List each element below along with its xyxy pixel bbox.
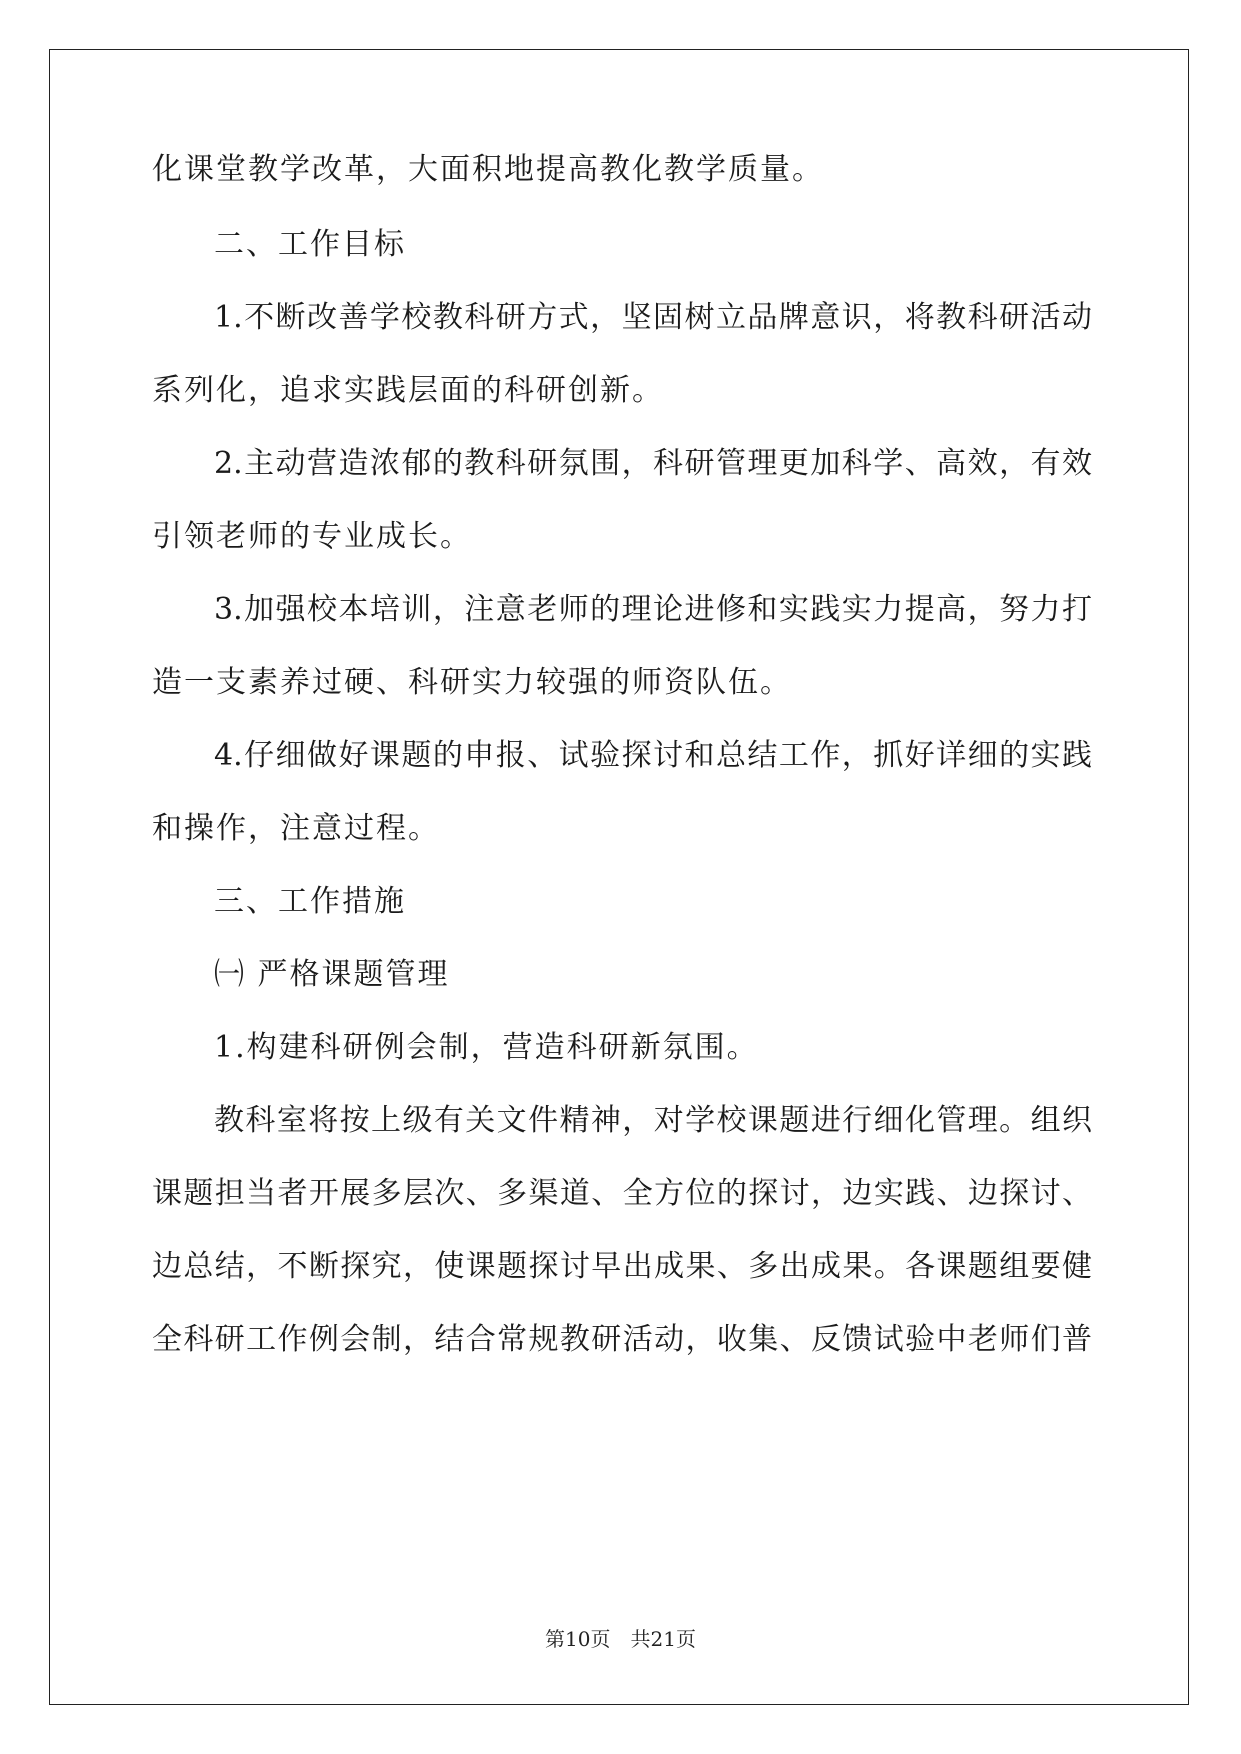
paragraph-line: 引领老师的专业成长。 bbox=[152, 519, 472, 554]
paragraph-line: 2.主动营造浓郁的教科研氛围，科研管理更加科学、高效，有效 bbox=[214, 446, 1092, 481]
list-item: 1.构建科研例会制，营造科研新氛围。 bbox=[214, 1030, 759, 1065]
paragraph-line: 1.不断改善学校教科研方式，坚固树立品牌意识，将教科研活动 bbox=[214, 300, 1092, 335]
paragraph-line: 4.仔细做好课题的申报、试验探讨和总结工作，抓好详细的实践 bbox=[214, 738, 1092, 773]
section-heading-goals: 二、工作目标 bbox=[214, 227, 406, 262]
paragraph-line: 课题担当者开展多层次、多渠道、全方位的探讨，边实践、边探讨、 bbox=[152, 1176, 1092, 1211]
section-heading-measures: 三、工作措施 bbox=[214, 884, 406, 919]
paragraph-line: 化课堂教学改革，大面积地提高教化教学质量。 bbox=[152, 152, 824, 187]
paragraph-line: 边总结，不断探究，使课题探讨早出成果、多出成果。各课题组要健 bbox=[152, 1249, 1092, 1284]
paragraph-line: 和操作，注意过程。 bbox=[152, 811, 440, 846]
paragraph-line: 造一支素养过硬、科研实力较强的师资队伍。 bbox=[152, 665, 792, 700]
subsection-heading: ㈠ 严格课题管理 bbox=[214, 957, 450, 992]
paragraph-line: 全科研工作例会制，结合常规教研活动，收集、反馈试验中老师们普 bbox=[152, 1322, 1092, 1357]
page-number: 第10页 共21页 bbox=[545, 1627, 696, 1651]
paragraph-line: 系列化，追求实践层面的科研创新。 bbox=[152, 373, 664, 408]
paragraph-line: 3.加强校本培训，注意老师的理论进修和实践实力提高，努力打 bbox=[214, 592, 1092, 627]
paragraph-line: 教科室将按上级有关文件精神，对学校课题进行细化管理。组织 bbox=[214, 1103, 1092, 1138]
